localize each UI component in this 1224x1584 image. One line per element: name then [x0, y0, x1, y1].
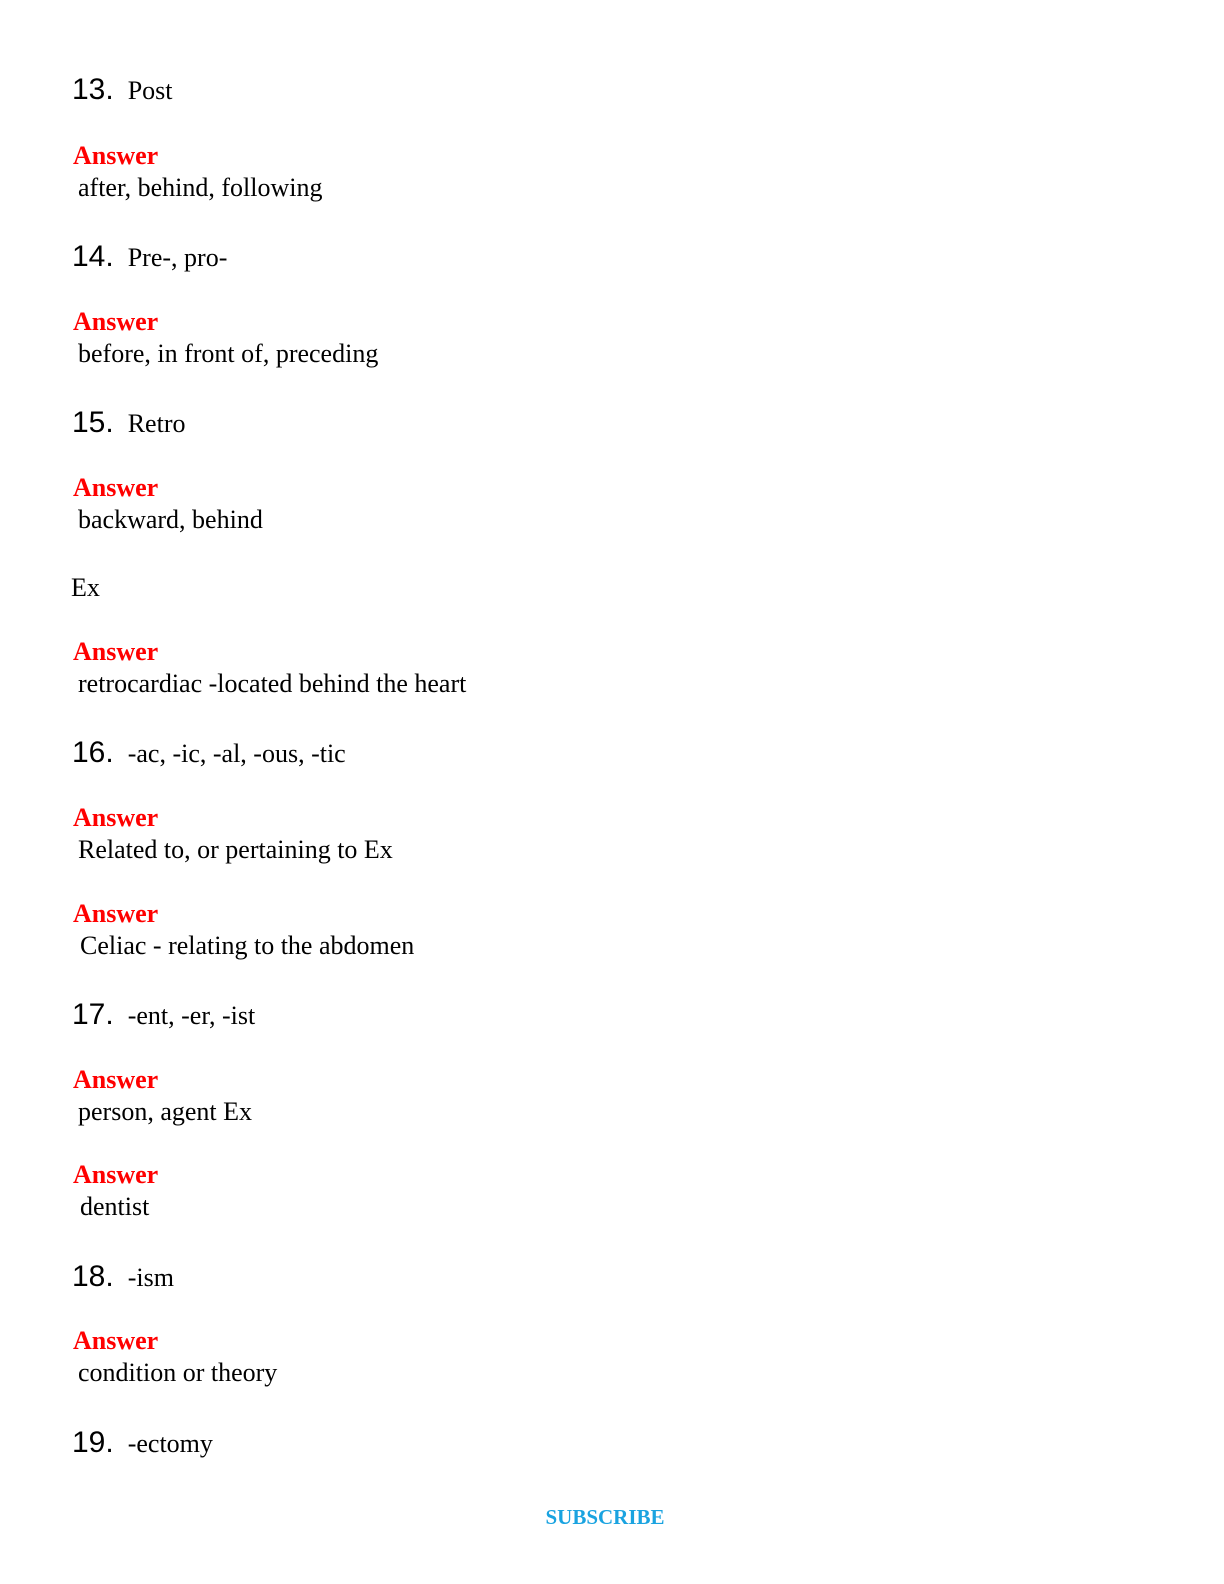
answer-text: Celiac - relating to the abdomen — [80, 931, 415, 960]
question-term: -ism — [127, 1263, 174, 1292]
question-term: -ectomy — [127, 1429, 213, 1458]
answer-text: condition or theory — [78, 1358, 278, 1387]
example-label: Ex — [71, 573, 100, 602]
answer-label: Answer — [73, 1326, 159, 1355]
answer-label: Answer — [73, 473, 159, 502]
question-term: Post — [127, 76, 173, 105]
question-16 — [72, 738, 346, 769]
subscribe-link[interactable]: SUBSCRIBE — [545, 1505, 665, 1529]
question-term: -ent, -er, -ist — [127, 1001, 256, 1030]
question-number: 16. — [72, 736, 114, 769]
answer-label: Answer — [73, 1160, 159, 1189]
question-number: 15. — [72, 406, 114, 439]
question-number: 13. — [72, 73, 114, 106]
question-13 — [72, 75, 173, 106]
answer-label: Answer — [73, 637, 159, 666]
question-19 — [72, 1428, 213, 1459]
question-number: 18. — [72, 1260, 114, 1293]
answer-label: Answer — [73, 899, 159, 928]
answer-text: dentist — [80, 1192, 150, 1221]
answer-text: Related to, or pertaining to Ex — [78, 835, 393, 864]
answer-label: Answer — [73, 307, 159, 336]
question-number: 14. — [72, 240, 114, 273]
answer-text: before, in front of, preceding — [78, 339, 379, 368]
answer-text: retrocardiac -located behind the heart — [78, 669, 467, 698]
question-term: Pre-, pro- — [127, 243, 228, 272]
question-number: 17. — [72, 998, 114, 1031]
question-14 — [72, 242, 227, 273]
answer-label: Answer — [73, 803, 159, 832]
question-term: -ac, -ic, -al, -ous, -tic — [127, 739, 346, 768]
question-18 — [72, 1262, 174, 1293]
question-number: 19. — [72, 1426, 114, 1459]
answer-text: backward, behind — [78, 505, 263, 534]
question-term: Retro — [127, 409, 186, 438]
answer-text: person, agent Ex — [78, 1097, 253, 1126]
question-15 — [72, 408, 185, 439]
answer-label: Answer — [73, 141, 159, 170]
answer-label: Answer — [73, 1065, 159, 1094]
answer-text: after, behind, following — [78, 173, 323, 202]
question-17 — [72, 1000, 255, 1031]
